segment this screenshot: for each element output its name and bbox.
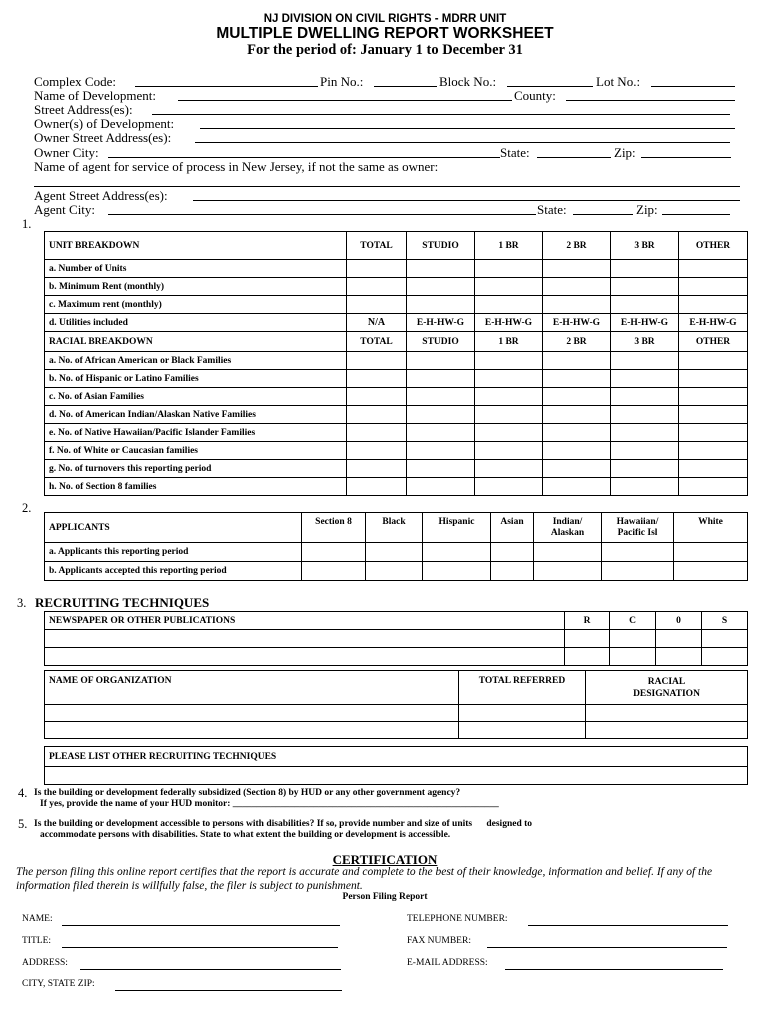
agent-state-label: State: bbox=[537, 202, 567, 217]
table-row bbox=[45, 370, 748, 388]
app-col-black: Black bbox=[366, 513, 423, 543]
table-row bbox=[45, 406, 748, 424]
row-label: f. No. of White or Caucasian families bbox=[45, 442, 347, 460]
form-period: For the period of: January 1 to December 31 bbox=[247, 42, 523, 58]
pub-col-s: S bbox=[702, 612, 748, 630]
utilities-3br[interactable]: E-H-HW-G bbox=[611, 314, 679, 332]
table-row bbox=[45, 562, 748, 581]
pin-no-label: Pin No.: bbox=[320, 74, 364, 89]
row-label: a. No. of African American or Black Families bbox=[45, 352, 347, 370]
pub-col-r: R bbox=[565, 612, 610, 630]
city-state-zip-label: CITY, STATE ZIP: bbox=[22, 979, 95, 989]
utilities-other[interactable]: E-H-HW-G bbox=[679, 314, 748, 332]
utilities-1br[interactable]: E-H-HW-G bbox=[475, 314, 543, 332]
telephone-line[interactable] bbox=[528, 925, 728, 926]
app-col-section8: Section 8 bbox=[302, 513, 366, 543]
street-address-label: Street Address(es): bbox=[34, 102, 133, 117]
agent-state-line[interactable] bbox=[573, 214, 633, 215]
app-col-white: White bbox=[674, 513, 748, 543]
table-row bbox=[45, 278, 748, 296]
address-line[interactable] bbox=[80, 969, 341, 970]
table-row bbox=[45, 314, 748, 332]
table-row bbox=[45, 260, 748, 278]
row-label: c. No. of Asian Families bbox=[45, 388, 347, 406]
table-row bbox=[45, 767, 748, 785]
unit-col-total: TOTAL bbox=[347, 232, 407, 260]
recruiting-heading: RECRUITING TECHNIQUES bbox=[35, 595, 210, 610]
owner-city-line[interactable] bbox=[108, 157, 500, 158]
row-label: d. Utilities included bbox=[45, 314, 347, 332]
question-4-number: 4. bbox=[18, 786, 28, 800]
block-no-line[interactable] bbox=[507, 86, 593, 87]
development-name-line[interactable] bbox=[178, 100, 512, 101]
table-row bbox=[45, 460, 748, 478]
total-referred-label: TOTAL REFERRED bbox=[459, 671, 586, 705]
table-row bbox=[45, 648, 748, 666]
email-label: E-MAIL ADDRESS: bbox=[407, 958, 488, 968]
utilities-total: N/A bbox=[347, 314, 407, 332]
applicants-heading: APPLICANTS bbox=[45, 513, 302, 543]
owner-street-line[interactable] bbox=[195, 142, 730, 143]
fax-label: FAX NUMBER: bbox=[407, 936, 471, 946]
other-techniques-table bbox=[44, 746, 748, 785]
table-row bbox=[45, 424, 748, 442]
agent-zip-label: Zip: bbox=[636, 202, 658, 217]
publications-label: NEWSPAPER OR OTHER PUBLICATIONS bbox=[45, 612, 565, 630]
row-label: a. Applicants this reporting period bbox=[45, 543, 302, 562]
publications-table bbox=[44, 611, 748, 666]
form-title: MULTIPLE DWELLING REPORT WORKSHEET bbox=[216, 25, 554, 42]
owner-street-label: Owner Street Address(es): bbox=[34, 130, 172, 145]
row-label: e. No. of Native Hawaiian/Pacific Islander Families bbox=[45, 424, 347, 442]
app-col-indian: Indian/ Alaskan bbox=[534, 513, 602, 543]
owner-state-line[interactable] bbox=[537, 157, 611, 158]
pin-no-line[interactable] bbox=[374, 86, 437, 87]
certification-text: The person filing this online report certifies that the report is accurate and complete to the best of their knowledge, information and belief. If any of the information filed therein is willfully false, the filer is subject to punishment. bbox=[16, 866, 713, 892]
row-label: b. Minimum Rent (monthly) bbox=[45, 278, 347, 296]
table-row bbox=[45, 296, 748, 314]
county-label: County: bbox=[514, 88, 556, 103]
unit-col-2br: 2 BR bbox=[543, 232, 611, 260]
email-line[interactable] bbox=[505, 969, 723, 970]
applicants-table bbox=[44, 512, 748, 581]
complex-code-line[interactable] bbox=[135, 86, 318, 87]
question-4-hud-monitor[interactable]: If yes, provide the name of your HUD monitor: ________________________________________________________ bbox=[40, 799, 499, 809]
question-5-number: 5. bbox=[18, 817, 28, 831]
utilities-studio[interactable]: E-H-HW-G bbox=[407, 314, 475, 332]
racial-designation-label: RACIAL DESIGNATION bbox=[586, 671, 748, 705]
title-line[interactable] bbox=[62, 947, 338, 948]
agent-name-label: Name of agent for service of process in New Jersey, if not the same as owner: bbox=[34, 159, 439, 174]
table-row bbox=[45, 442, 748, 460]
table-row bbox=[45, 705, 748, 722]
address-label: ADDRESS: bbox=[22, 958, 68, 968]
block-no-label: Block No.: bbox=[439, 74, 497, 89]
unit-col-3br: 3 BR bbox=[611, 232, 679, 260]
owners-line[interactable] bbox=[200, 128, 735, 129]
owners-label: Owner(s) of Development: bbox=[34, 116, 175, 131]
fax-line[interactable] bbox=[487, 947, 727, 948]
unit-col-studio: STUDIO bbox=[407, 232, 475, 260]
app-col-hispanic: Hispanic bbox=[423, 513, 491, 543]
utilities-2br[interactable]: E-H-HW-G bbox=[543, 314, 611, 332]
complex-code-label: Complex Code: bbox=[34, 74, 116, 89]
row-label: a. Number of Units bbox=[45, 260, 347, 278]
city-state-zip-line[interactable] bbox=[115, 990, 342, 991]
other-techniques-label: PLEASE LIST OTHER RECRUITING TECHNIQUES bbox=[45, 747, 748, 767]
agent-name-line[interactable] bbox=[34, 186, 740, 187]
table-row bbox=[45, 722, 748, 739]
certification-title: CERTIFICATION bbox=[332, 852, 438, 867]
agency-name: NJ DIVISION ON CIVIL RIGHTS - MDRR UNIT bbox=[263, 13, 507, 25]
row-label: d. No. of American Indian/Alaskan Native Families bbox=[45, 406, 347, 424]
lot-no-label: Lot No.: bbox=[596, 74, 641, 89]
pub-col-c: C bbox=[610, 612, 656, 630]
agent-street-label: Agent Street Address(es): bbox=[34, 188, 168, 203]
table-row bbox=[45, 352, 748, 370]
name-line[interactable] bbox=[62, 925, 340, 926]
telephone-label: TELEPHONE NUMBER: bbox=[407, 914, 508, 924]
title-label: TITLE: bbox=[22, 936, 52, 946]
owner-state-label: State: bbox=[500, 145, 530, 160]
owner-zip-label: Zip: bbox=[614, 145, 636, 160]
row-label: b. No. of Hispanic or Latino Families bbox=[45, 370, 347, 388]
agent-street-line[interactable] bbox=[193, 200, 740, 201]
owner-zip-line[interactable] bbox=[641, 157, 731, 158]
unit-col-other: OTHER bbox=[679, 232, 748, 260]
racial-col-2br: 2 BR bbox=[543, 332, 611, 352]
section-2-number: 2. bbox=[22, 501, 32, 515]
question-5-text-line2: accommodate persons with disabilities. State to what extent the building or development is accessible. bbox=[40, 830, 451, 840]
racial-col-studio: STUDIO bbox=[407, 332, 475, 352]
agent-city-label: Agent City: bbox=[34, 202, 96, 217]
owner-city-label: Owner City: bbox=[34, 145, 99, 160]
development-name-label: Name of Development: bbox=[34, 88, 157, 103]
table-row bbox=[45, 478, 748, 496]
row-label: h. No. of Section 8 families bbox=[45, 478, 347, 496]
unit-breakdown-heading: UNIT BREAKDOWN bbox=[45, 232, 347, 260]
racial-col-1br: 1 BR bbox=[475, 332, 543, 352]
app-col-asian: Asian bbox=[491, 513, 534, 543]
unit-col-1br: 1 BR bbox=[475, 232, 543, 260]
agent-zip-line[interactable] bbox=[662, 214, 730, 215]
pub-col-0: 0 bbox=[656, 612, 702, 630]
county-line[interactable] bbox=[566, 100, 735, 101]
question-4-text: Is the building or development federally subsidized (Section 8) by HUD or any other government agency? bbox=[34, 788, 461, 798]
table-row bbox=[45, 543, 748, 562]
racial-col-3br: 3 BR bbox=[611, 332, 679, 352]
certification-subtitle: Person Filing Report bbox=[342, 892, 428, 902]
section-1-number: 1. bbox=[22, 217, 32, 231]
table-row bbox=[45, 630, 748, 648]
racial-col-total: TOTAL bbox=[347, 332, 407, 352]
section-3-number: 3. bbox=[17, 596, 27, 610]
question-5-text: Is the building or development accessible to persons with disabilities? If so, provide number and size of units designed to bbox=[34, 819, 533, 829]
organization-label: NAME OF ORGANIZATION bbox=[45, 671, 459, 705]
lot-no-line[interactable] bbox=[651, 86, 735, 87]
name-label: NAME: bbox=[22, 914, 53, 924]
row-label: g. No. of turnovers this reporting period bbox=[45, 460, 347, 478]
racial-breakdown-heading: RACIAL BREAKDOWN bbox=[45, 332, 347, 352]
row-label: c. Maximum rent (monthly) bbox=[45, 296, 347, 314]
street-address-line[interactable] bbox=[152, 114, 730, 115]
row-label: b. Applicants accepted this reporting period bbox=[45, 562, 302, 581]
organizations-table bbox=[44, 670, 748, 739]
racial-col-other: OTHER bbox=[679, 332, 748, 352]
agent-city-line[interactable] bbox=[108, 214, 536, 215]
table-row bbox=[45, 388, 748, 406]
unit-racial-breakdown-table bbox=[44, 231, 748, 496]
app-col-hawaiian: Hawaiian/ Pacific Isl bbox=[602, 513, 674, 543]
